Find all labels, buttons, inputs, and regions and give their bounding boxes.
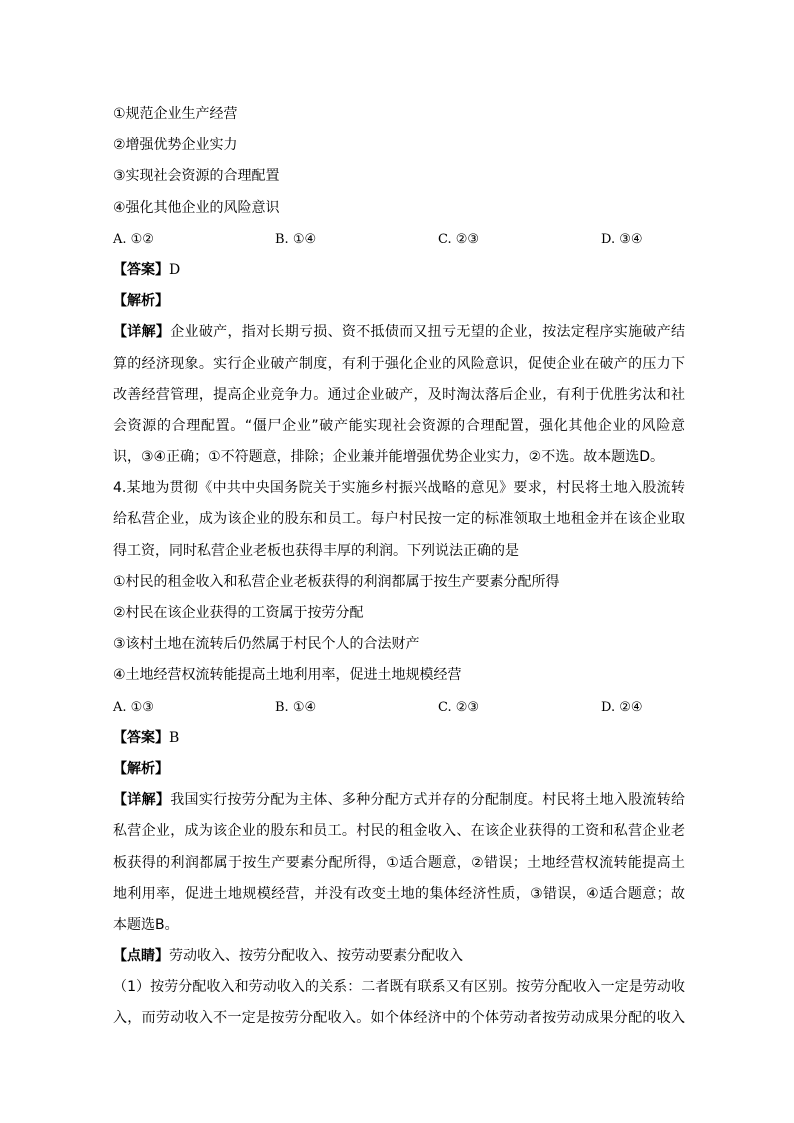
- q3-detail-line-3: 改善经营管理，提高企业竞争力。通过企业破产，及时淘汰落后企业，有利于优胜劣汰和社: [113, 386, 685, 403]
- q4-option-c: C. ②③: [438, 699, 480, 715]
- q3-item-4: ④强化其他企业的风险意识: [113, 199, 280, 216]
- q4-stem-line-2: 给私营企业，成为该企业的股东和员工。每户村民按一定的标准领取土地租金并在该企业取: [113, 511, 685, 528]
- q4-stem-line-1: 4.某地为贯彻《中共中央国务院关于实施乡村振兴战略的意见》要求，村民将土地入股流转: [113, 480, 685, 497]
- q3-detail-line-1: [113, 317, 685, 348]
- q4-stem-line-3: 得工资，同时私营企业老板也获得丰厚的利润。下列说法正确的是: [113, 542, 519, 559]
- q4-answer-value: B: [169, 729, 180, 746]
- q4-detail-line-5: 本题选B。: [113, 916, 179, 933]
- q4-tip-line-2: 入，而劳动收入不一定是按劳分配收入。如个体经济中的个体劳动者按劳动成果分配的收入: [113, 1010, 685, 1027]
- q4-tip-title: 劳动收入、按劳分配收入、按劳动要素分配收入: [169, 948, 463, 965]
- q4-detail-line-2: 私营企业，成为该企业的股东和员工。村民的租金收入、在该企业获得的工资和私营企业老: [113, 823, 685, 840]
- q4-option-a: A. ①③: [113, 699, 154, 715]
- q4-detail-line-4: 地利用率，促进土地规模经营，并没有改变土地的集体经济性质，③错误，④适合题意；故: [113, 885, 685, 902]
- q4-item-4: ④土地经营权流转能提高土地利用率，促进土地规模经营: [113, 667, 462, 684]
- q3-item-2: ②增强优势企业实力: [113, 137, 238, 154]
- q3-detail-line-4: 会资源的合理配置。“僵尸企业”破产能实现社会资源的合理配置，强化其他企业的风险意: [113, 417, 685, 434]
- q3-detail-line-2: 算的经济现象。实行企业破产制度，有利于强化企业的风险意识，促使企业在破产的压力下: [113, 355, 685, 372]
- q4-item-1: ①村民的租金收入和私营企业老板获得的利润都属于按生产要素分配所得: [113, 573, 560, 590]
- q3-detail-label: 【详解】: [113, 324, 171, 341]
- q4-item-3: ③该村土地在流转后仍然属于村民个人的合法财产: [113, 636, 420, 653]
- q4-detail-line-3: 板获得的利润都属于按生产要素分配所得，①适合题意，②错误；土地经营权流转能提高土: [113, 854, 685, 871]
- q4-answer-label: 【答案】: [113, 729, 169, 746]
- q3-option-d: D. ③④: [601, 231, 643, 247]
- q3-answer: [113, 255, 685, 286]
- q4-tip-line-1: （1）按劳分配收入和劳动收入的关系：二者既有联系又有区别。按劳分配收入一定是劳动收: [113, 979, 685, 996]
- q4-options: [113, 692, 685, 723]
- q3-option-b: B. ①④: [275, 231, 317, 247]
- q3-item-3: ③实现社会资源的合理配置: [113, 168, 280, 185]
- q4-option-b: B. ①④: [275, 699, 317, 715]
- q4-detail-label: 【详解】: [113, 792, 171, 809]
- q4-item-2: ②村民在该企业获得的工资属于按劳分配: [113, 605, 364, 621]
- q4-answer: [113, 723, 685, 754]
- q3-answer-value: D: [169, 261, 181, 278]
- q4-option-d: D. ②④: [601, 699, 643, 715]
- q4-tip-label: 【点睛】: [113, 948, 169, 965]
- q3-analysis-label: 【解析】: [113, 293, 169, 310]
- q3-detail-text-1: 企业破产，指对长期亏损、资不抵债而又扭亏无望的企业，按法定程序实施破产结: [170, 324, 685, 341]
- q4-tip: [113, 941, 685, 972]
- q3-option-a: A. ①②: [113, 231, 154, 247]
- document-content: [113, 99, 685, 1035]
- q3-item-1: ①规范企业生产经营: [113, 106, 238, 122]
- q4-detail-line-1: [113, 785, 685, 816]
- q3-detail-line-5: 识，③④正确；①不符题意，排除；企业兼并能增强优势企业实力，②不选。故本题选D。: [113, 449, 664, 466]
- q3-options: [113, 224, 685, 255]
- q3-option-c: C. ②③: [438, 231, 480, 247]
- q4-analysis-label: 【解析】: [113, 760, 169, 777]
- q3-answer-label: 【答案】: [113, 261, 169, 278]
- q4-detail-text-1: 我国实行按劳分配为主体、多种分配方式并存的分配制度。村民将土地入股流转给: [170, 792, 685, 809]
